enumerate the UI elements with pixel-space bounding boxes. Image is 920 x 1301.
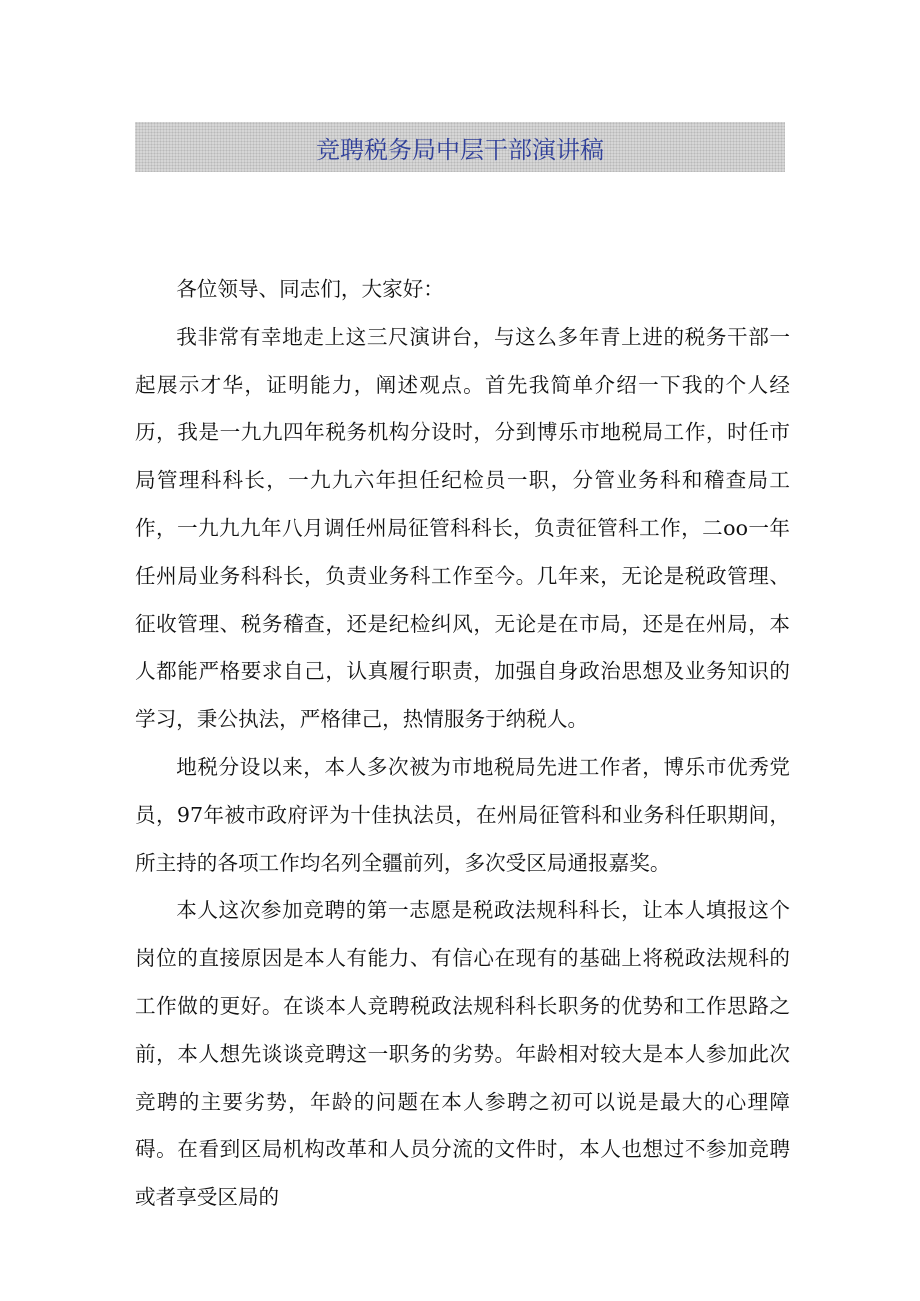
title-banner — [135, 122, 785, 172]
document-body — [135, 266, 790, 1222]
document-title: 竞聘税务局中层干部演讲稿 — [316, 135, 604, 164]
greeting-paragraph: 各位领导、同志们，大家好： — [176, 277, 444, 301]
experience-paragraph: 我非常有幸地走上这三尺演讲台，与这么多年青上进的税务干部一起展示才华，证明能力，阐述观点。首先我简单介绍一下我的个人经历，我是一九九四年税务机构分设时，分到博乐市地税局工作，时任市局管理科科长，一九九六年担任纪检员一职，分管业务科和稽查局工作，一九九九年八月调任州局征管科科长，负责征管科工作，二oo一年任州局业务科科长，负责业务科工作至今。几年来，无论是税政管理、征收管理、税务稽查，还是纪检纠风，无论是在市局，还是在州局，本人都能严格要求自己，认真履行职责，加强自身政治思想及业务知识的学习，秉公执法，严格律己，热情服务于纳税人。 — [135, 324, 790, 732]
motivation-paragraph: 本人这次参加竞聘的第一志愿是税政法规科科长，让本人填报这个岗位的直接原因是本人有能力、有信心在现有的基础上将税政法规科的工作做的更好。在谈本人竞聘税政法规科科长职务的优势和工作思路之前，本人想先谈谈竞聘这一职务的劣势。年龄相对较大是本人参加此次竞聘的主要劣势，年龄的问题在本人参聘之初可以说是最大的心理障碍。在看到区局机构改革和人员分流的文件时，本人也想过不参加竞聘或者享受区局的 — [135, 898, 790, 1210]
honors-paragraph: 地税分设以来，本人多次被为市地税局先进工作者，博乐市优秀党员，97年被市政府评为十佳执法员，在州局征管科和业务科任职期间，所主持的各项工作均名列全疆前列，多次受区局通报嘉奖。 — [135, 754, 790, 875]
